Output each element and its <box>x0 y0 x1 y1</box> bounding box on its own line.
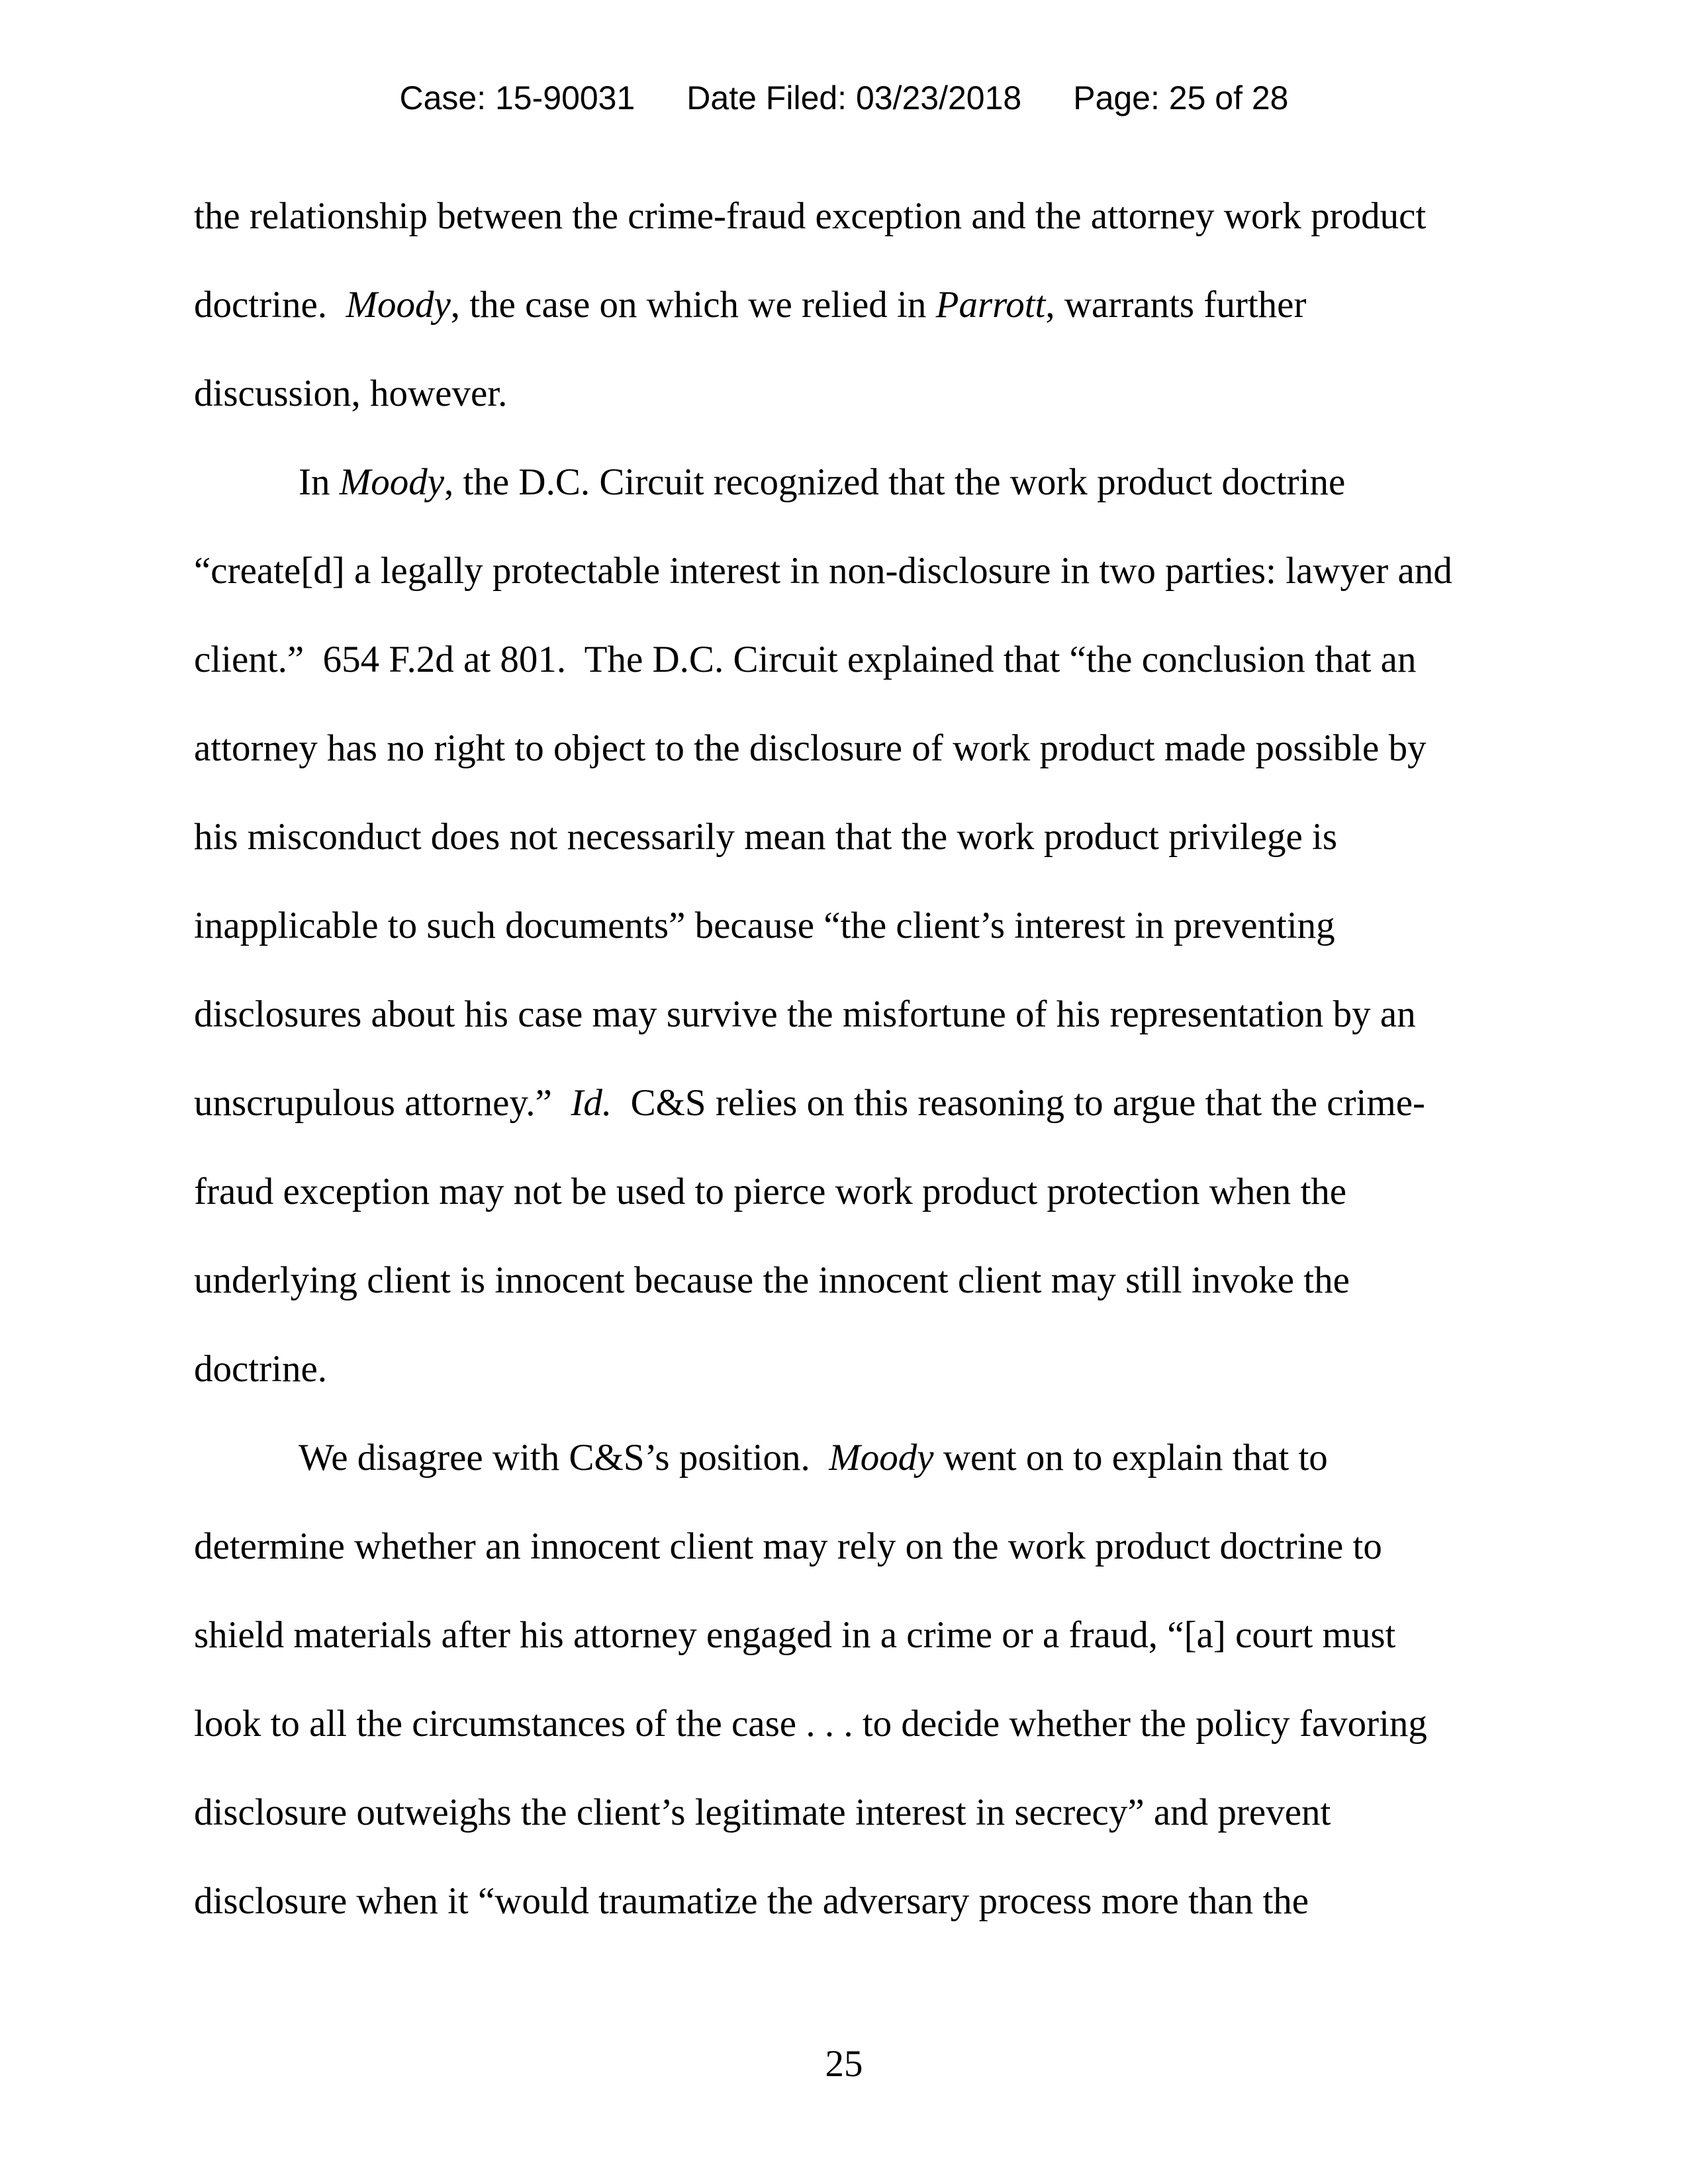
header-date-filed: Date Filed: 03/23/2018 <box>686 79 1022 116</box>
paragraph <box>194 1414 1508 1946</box>
text-line: discussion, however. <box>194 373 508 414</box>
text-line: client.” 654 F.2d at 801. The D.C. Circuit explained that “the conclusion that an <box>194 639 1417 680</box>
text-line: We disagree with C&S’s position. Moody went on to explain that to <box>299 1437 1328 1479</box>
text-line: In Moody, the D.C. Circuit recognized that the work product doctrine <box>299 461 1346 503</box>
paragraph <box>194 172 1508 438</box>
page-number: 25 <box>825 2043 863 2085</box>
text-line: unscrupulous attorney.” Id. C&S relies on this reasoning to argue that the crime- <box>194 1082 1426 1124</box>
text-line: shield materials after his attorney engaged in a crime or a fraud, “[a] court must <box>194 1614 1396 1656</box>
text-line: doctrine. <box>194 1348 328 1390</box>
header-case-number: Case: 15-90031 <box>399 79 635 116</box>
text-line: disclosure when it “would traumatize the adversary process more than the <box>194 1880 1309 1922</box>
text-line: look to all the circumstances of the case . . . to decide whether the policy favoring <box>194 1703 1427 1745</box>
text-line: fraud exception may not be used to pierce work product protection when the <box>194 1171 1347 1212</box>
text-line: disclosure outweighs the client’s legitimate interest in secrecy” and prevent <box>194 1792 1331 1833</box>
text-line: “create[d] a legally protectable interest in non-disclosure in two parties: lawyer and <box>194 550 1452 592</box>
page-footer <box>0 2020 1688 2109</box>
text-line: attorney has no right to object to the disclosure of work product made possible by <box>194 727 1427 769</box>
text-line: doctrine. Moody, the case on which we relied in Parrott, warrants further <box>194 284 1307 326</box>
text-line: his misconduct does not necessarily mean that the work product privilege is <box>194 816 1338 858</box>
text-line: underlying client is innocent because the innocent client may still invoke the <box>194 1259 1350 1301</box>
text-line: determine whether an innocent client may rely on the work product doctrine to <box>194 1525 1382 1567</box>
text-line: disclosures about his case may survive the misfortune of his representation by an <box>194 993 1416 1035</box>
body-text <box>194 172 1508 1946</box>
header-page-info: Page: 25 of 28 <box>1073 79 1289 116</box>
ecf-stamp-header <box>0 78 1688 118</box>
text-line: inapplicable to such documents” because “the client’s interest in preventing <box>194 905 1335 946</box>
text-line: the relationship between the crime-fraud exception and the attorney work product <box>194 195 1427 237</box>
paragraph <box>194 438 1508 1414</box>
